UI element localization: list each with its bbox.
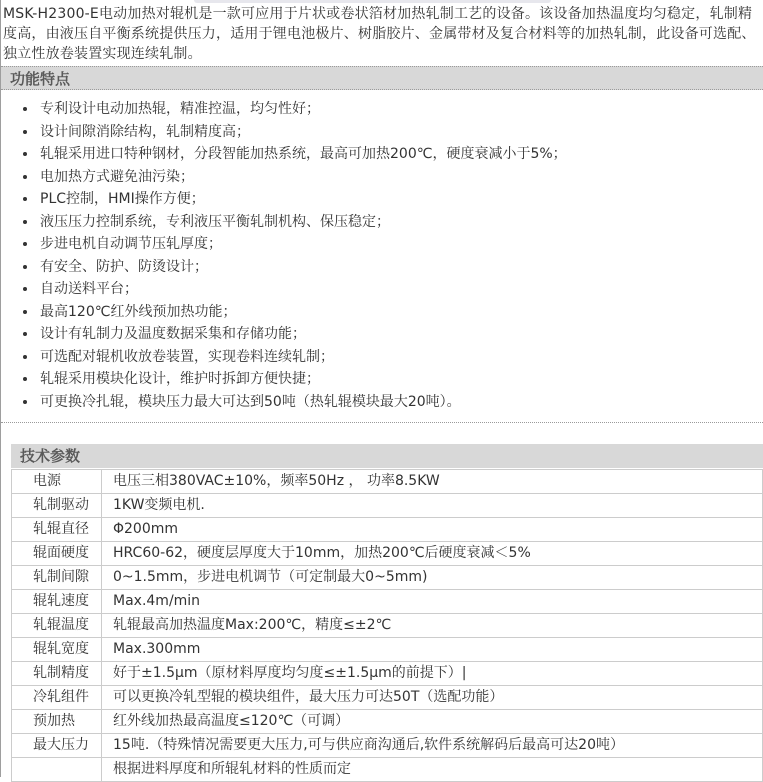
spec-label-cell: 最大压力 bbox=[12, 734, 102, 758]
feature-item: • 轧辊采用模块化设计，维护时拆卸方便快捷； bbox=[38, 368, 763, 391]
spec-value-cell: Max.4m/min bbox=[102, 590, 763, 614]
spec-value-cell: 可以更换冷轧型辊的模块组件，最大压力可达50T（选配功能） bbox=[102, 686, 763, 710]
feature-item: • 最高120℃红外线预加热功能； bbox=[38, 301, 763, 324]
spec-row bbox=[12, 758, 763, 782]
spec-label-cell: 辊面硬度 bbox=[12, 542, 102, 566]
spec-label-cell: 轧制精度 bbox=[12, 662, 102, 686]
spec-value-cell: Max.300mm bbox=[102, 638, 763, 662]
feature-item: • 电加热方式避免油污染； bbox=[38, 166, 763, 189]
spec-label-cell: 电源 bbox=[12, 470, 102, 494]
feature-item: • 设计有轧制力及温度数据采集和存储功能； bbox=[38, 323, 763, 346]
spec-label-cell: 预加热 bbox=[12, 710, 102, 734]
feature-item: • 专利设计电动加热辊，精准控温，均匀性好； bbox=[38, 98, 763, 121]
spec-value-cell: 好于±1.5μm（原材料厚度均匀度≤±1.5μm的前提下）| bbox=[102, 662, 763, 686]
spec-value-cell: HRC60-62，硬度层厚度大于10mm，加热200℃后硬度衰减＜5% bbox=[102, 542, 763, 566]
feature-item: • 可选配对辊机收放卷装置，实现卷料连续轧制； bbox=[38, 346, 763, 369]
spec-row bbox=[12, 542, 763, 566]
spec-row bbox=[12, 494, 763, 518]
spec-row bbox=[12, 590, 763, 614]
feature-item: • 轧辊采用进口特种钢材，分段智能加热系统，最高可加热200℃，硬度衰减小于5%； bbox=[38, 143, 763, 166]
feature-item: • 有安全、防护、防烫设计； bbox=[38, 256, 763, 279]
feature-item: • 步进电机自动调节压轧厚度； bbox=[38, 233, 763, 256]
spec-row bbox=[12, 662, 763, 686]
spec-label-cell: 轧制驱动 bbox=[12, 494, 102, 518]
feature-list bbox=[1, 98, 763, 423]
spec-row bbox=[12, 614, 763, 638]
specs-section-header: 技术参数 bbox=[11, 444, 763, 468]
spec-value-cell: Φ200mm bbox=[102, 518, 763, 542]
feature-item: • 可更换冷扎辊，模块压力最大可达到50吨（热轧辊模块最大20吨）。 bbox=[38, 391, 763, 414]
spec-value-cell: 1KW变频电机. bbox=[102, 494, 763, 518]
spec-label-cell bbox=[12, 758, 102, 782]
spec-row bbox=[12, 566, 763, 590]
spec-label-cell: 轧辊直径 bbox=[12, 518, 102, 542]
spec-label-cell: 轧制间隙 bbox=[12, 566, 102, 590]
features-section-header: 功能特点 bbox=[1, 66, 763, 90]
feature-item: • PLC控制，HMI操作方便； bbox=[38, 188, 763, 211]
spec-row bbox=[12, 518, 763, 542]
spec-table bbox=[11, 469, 763, 782]
specs-section bbox=[11, 444, 763, 782]
features-section bbox=[1, 66, 763, 423]
product-intro-paragraph: MSK-H2300-E电动加热对辊机是一款可应用于片状或卷状箔材加热轧制工艺的设备。该设备加热温度均匀稳定，轧制精度高，由液压自平衡系统提供压力，适用于锂电池极片、树脂胶片、金属带材及复合材料等的加热轧制，此设备可选配、独立性放卷装置实现连续轧制。 bbox=[3, 6, 756, 62]
spec-value-cell: 轧辊最高加热温度Max:200℃，精度≤±2℃ bbox=[102, 614, 763, 638]
spec-row bbox=[12, 470, 763, 494]
spec-value-cell: 红外线加热最高温度≤120℃（可调） bbox=[102, 710, 763, 734]
top-clipped-element bbox=[194, 0, 551, 3]
spec-label-cell: 轧辊温度 bbox=[12, 614, 102, 638]
spec-value-cell: 15吨.（特殊情况需要更大压力,可与供应商沟通后,软件系统解码后最高可达20吨） bbox=[102, 734, 763, 758]
spec-row bbox=[12, 710, 763, 734]
spec-value-cell: 0~1.5mm，步进电机调节（可定制最大0~5mm) bbox=[102, 566, 763, 590]
spec-label-cell: 冷轧组件 bbox=[12, 686, 102, 710]
spec-row bbox=[12, 734, 763, 758]
spec-label-cell: 辊轧速度 bbox=[12, 590, 102, 614]
feature-item: • 自动送料平台； bbox=[38, 278, 763, 301]
spec-row bbox=[12, 686, 763, 710]
feature-item: • 设计间隙消除结构，轧制精度高； bbox=[38, 121, 763, 144]
spec-value-cell: 根据进料厚度和所辊轧材料的性质而定 bbox=[102, 758, 763, 782]
feature-item: • 液压压力控制系统，专利液压平衡轧制机构、保压稳定； bbox=[38, 211, 763, 234]
spec-label-cell: 辊轧宽度 bbox=[12, 638, 102, 662]
spec-row bbox=[12, 638, 763, 662]
spec-value-cell: 电压三相380VAC±10%，频率50Hz ， 功率8.5KW bbox=[102, 470, 763, 494]
